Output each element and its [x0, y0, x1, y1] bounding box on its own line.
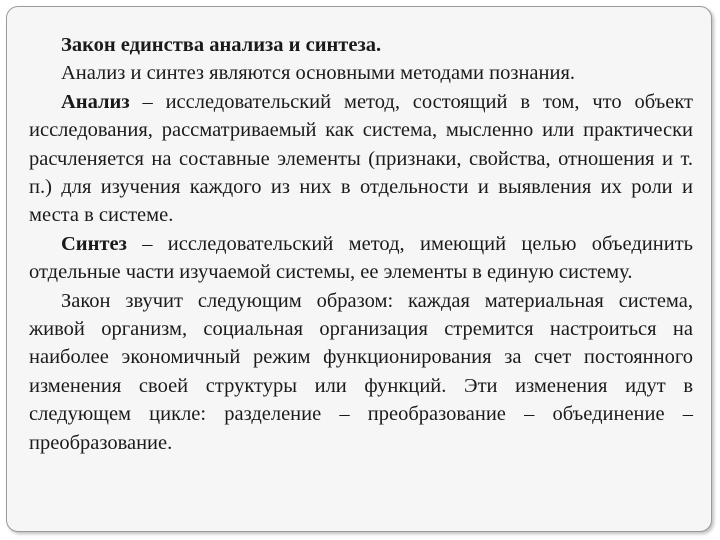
- analysis-term: Анализ: [61, 90, 130, 113]
- intro-paragraph: Анализ и синтез являются основными методами познания.: [61, 62, 576, 85]
- analysis-paragraph: [29, 88, 693, 230]
- analysis-text: – исследовательский метод, состоящий в том, что объект исследования, рассматриваемый как система, мысленно или практически расчленяется на составные элементы (признаки, свойства, отношения и т. п.) для изучения каждого из них в отдельности и выявления их роли и места в системе.: [29, 90, 693, 227]
- document-title: Закон единства анализа и синтеза.: [61, 34, 382, 56]
- slide-frame: [6, 6, 712, 532]
- synthesis-term: Синтез: [61, 232, 127, 255]
- synthesis-paragraph: [29, 230, 693, 287]
- synthesis-text: – исследовательский метод, имеющий целью объединить отдельные части изучаемой системы, ее элементы в единую систему.: [29, 232, 693, 284]
- law-paragraph: Закон звучит следующим образом: каждая материальная система, живой организм, социальная организация стремится настроиться на наиболее экономичный режим функционирования за счет постоянного изменения своей структуры или функций. Эти изменения идут в следующем цикле: разделение – преобразование – объединение – преобразование.: [29, 289, 693, 454]
- document-body: [29, 31, 693, 457]
